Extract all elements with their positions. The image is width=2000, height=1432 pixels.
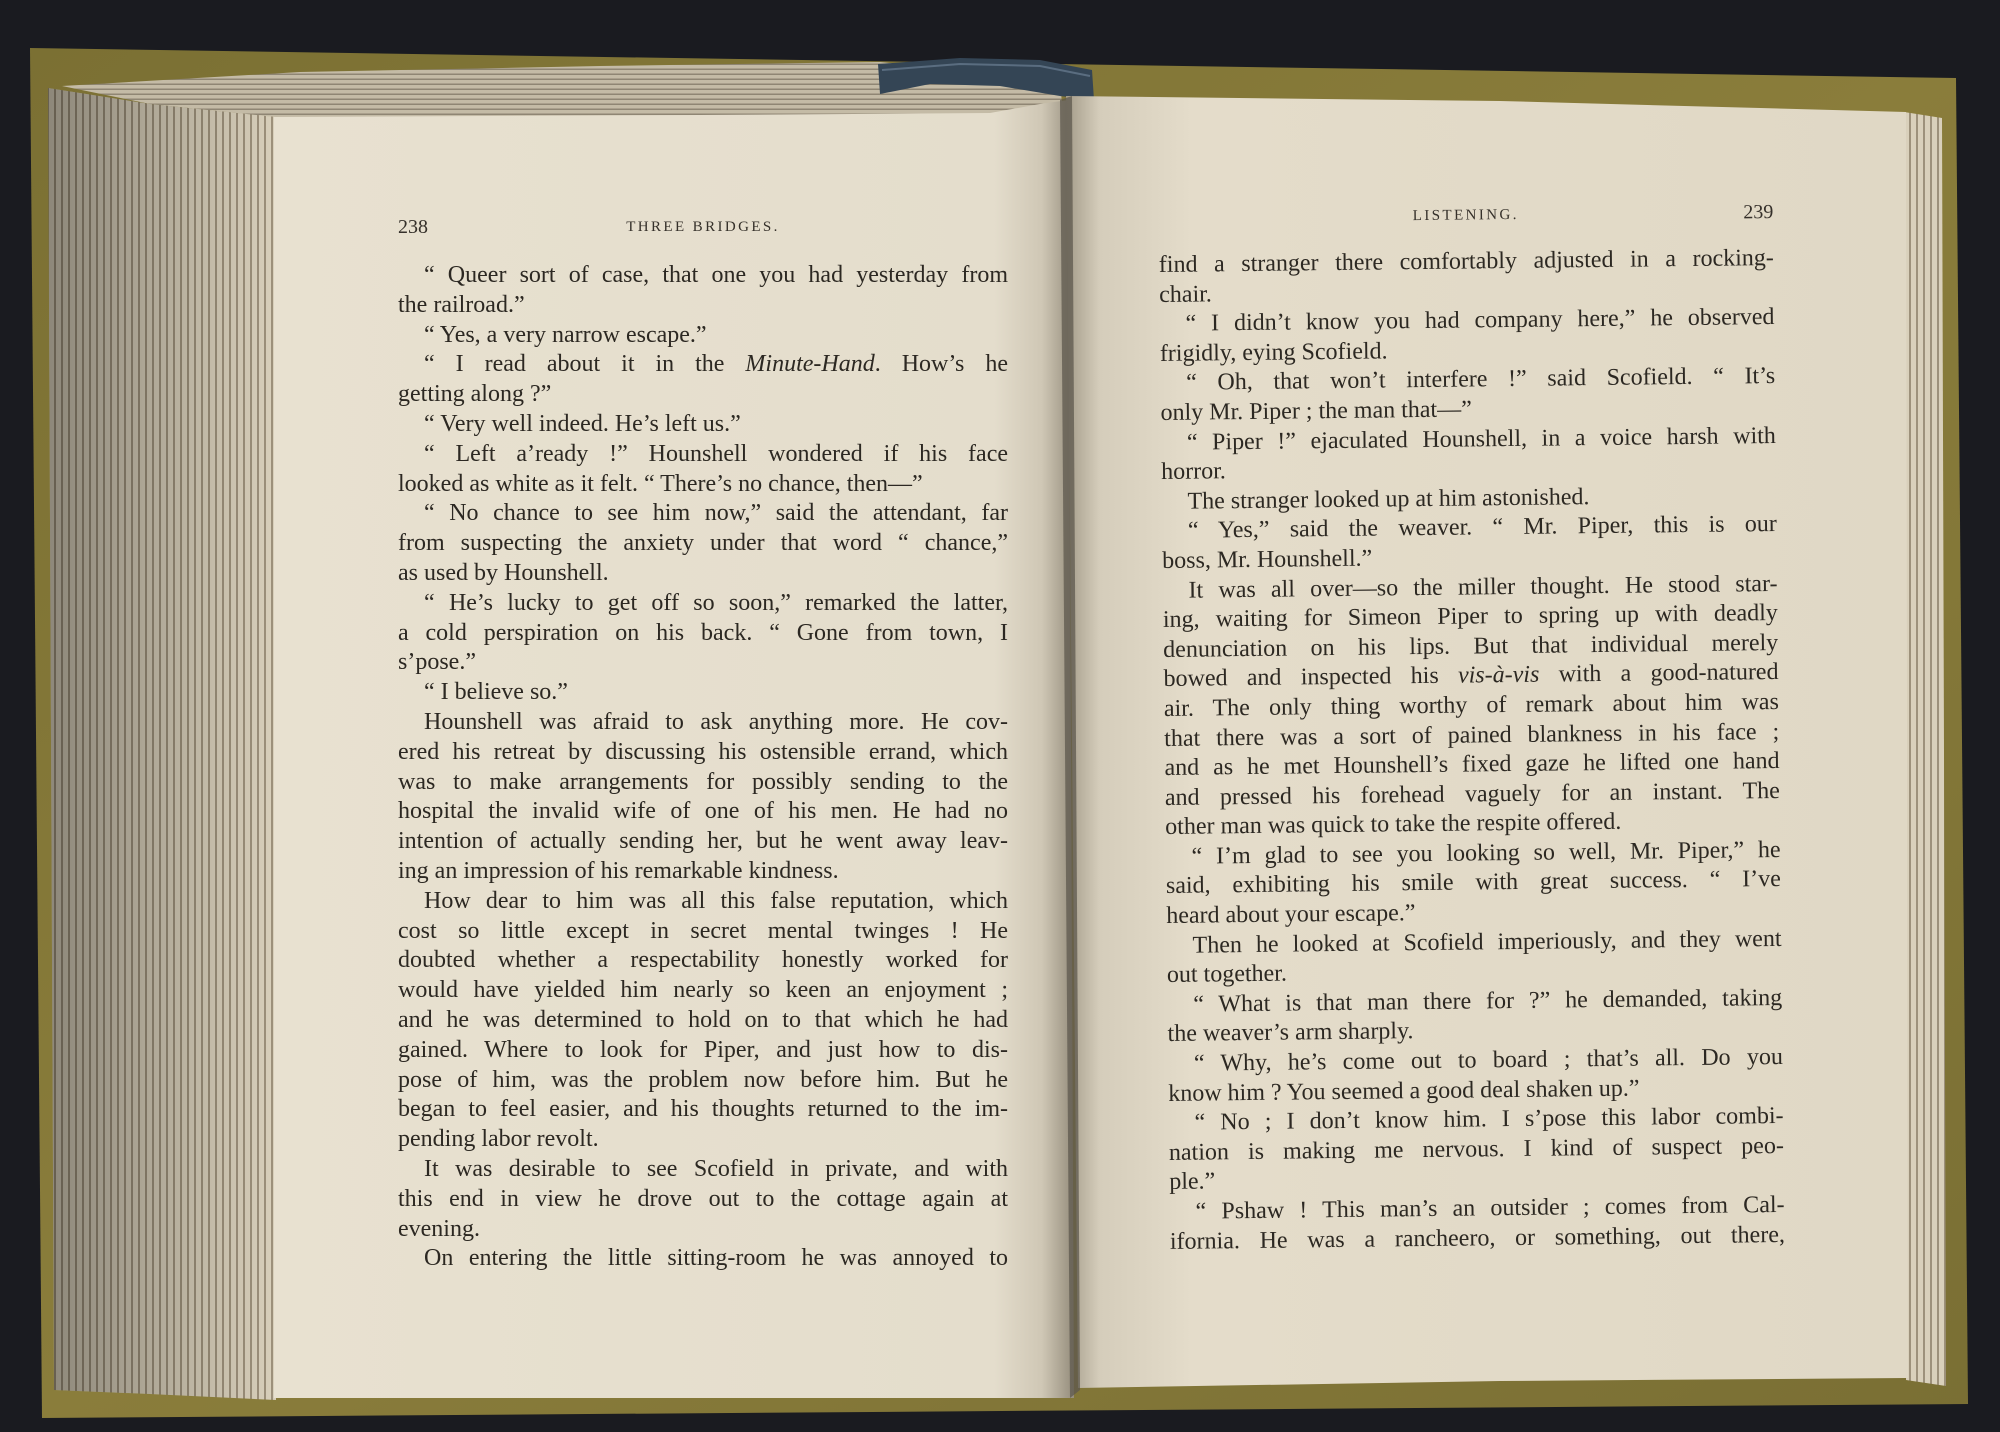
text-line: the weaver’s arm sharply.	[1167, 1018, 1414, 1048]
text-line: “ I believe so.”	[424, 679, 568, 706]
text-line: doubted whether a respectability honestly worked for	[398, 947, 1008, 974]
text-line: out together.	[1166, 960, 1288, 989]
text-line: and he was determined to hold on to that which he had	[398, 1006, 1008, 1033]
text-segment: with a good-natured	[1539, 659, 1779, 689]
text-line: “ Very well indeed. He’s left us.”	[424, 410, 741, 437]
text-line: intention of actually sending her, but he went away leav-	[398, 828, 1008, 855]
text-segment: “ I read about it in the	[424, 351, 746, 378]
text-line: On entering the little sitting-room he was annoyed to	[424, 1245, 1008, 1272]
running-head	[398, 214, 1008, 240]
text-line: “ What is that man there for ?” he demanded, taking	[1193, 984, 1783, 1018]
text-line: The stranger looked up at him astonished.	[1187, 483, 1590, 515]
text-line: boss, Mr. Hounshell.”	[1162, 545, 1373, 574]
text-line: and pressed his forehead vaguely for an instant. The	[1164, 777, 1781, 811]
text-line: “ He’s lucky to get off so soon,” remarked the latter,	[424, 589, 1008, 616]
running-head-title: LISTENING.	[1412, 206, 1519, 225]
text-line: Hounshell was afraid to ask anything more. He cov-	[424, 708, 1008, 735]
page-number: 239	[1743, 201, 1774, 224]
text-line: that there was a sort of pained blankness in his face ;	[1164, 718, 1780, 752]
left-page-text	[398, 200, 1008, 1300]
text-segment: . How’s he	[874, 351, 1008, 378]
text-line: nation is making me nervous. I kind of suspect peo-	[1168, 1132, 1785, 1166]
text-line	[398, 350, 1008, 380]
text-line: getting along ?”	[398, 381, 552, 408]
text-line: the railroad.”	[398, 291, 525, 318]
page-number: 238	[398, 216, 428, 238]
text-line: “ I’m glad to see you looking so well, Mr. Piper,” he	[1191, 836, 1781, 870]
text-line: as used by Hounshell.	[398, 559, 609, 586]
text-line: chair.	[1159, 280, 1212, 308]
text-line: pending labor revolt.	[398, 1126, 599, 1153]
text-line: other man was quick to take the respite offered.	[1165, 809, 1622, 841]
text-line: It was desirable to see Scofield in private, and with	[424, 1155, 1008, 1182]
italic-text: vis-à-vis	[1457, 662, 1540, 689]
text-line: “ Yes,” said the weaver. “ Mr. Piper, this is our	[1187, 511, 1777, 545]
text-line: “ Yes, a very narrow escape.”	[424, 321, 707, 348]
text-line: “ Left a’ready !” Hounshell wondered if his face	[424, 440, 1008, 467]
text-line: “ No ; I don’t know him. I s’pose this labor combi-	[1194, 1103, 1784, 1136]
text-line: Then he looked at Scofield imperiously, and they went	[1192, 925, 1782, 959]
italic-text: Minute-Hand	[745, 351, 875, 378]
text-line: cost so little except in secret mental twinges ! He	[398, 917, 1008, 944]
text-line: horror.	[1161, 458, 1227, 486]
text-line: hospital the invalid wife of one of his men. He had no	[398, 798, 1008, 825]
text-line: How dear to him was all this false reputation, which	[424, 887, 1008, 914]
text-line: ing, waiting for Simeon Piper to spring up with deadly	[1162, 600, 1778, 634]
text-line: know him ? You seemed a good deal shaken up.”	[1168, 1075, 1640, 1107]
text-line: and as he met Hounshell’s fixed gaze he lifted one hand	[1164, 748, 1780, 782]
text-line: “ Queer sort of case, that one you had yesterday from	[424, 262, 1008, 288]
body-text	[398, 261, 1008, 1274]
text-line: heard about your escape.”	[1166, 900, 1416, 930]
text-line: was to make arrangements for possibly sending to the	[398, 768, 1008, 795]
text-line: from suspecting the anxiety under that word “ chance,”	[398, 530, 1008, 557]
text-line: “ Piper !” ejaculated Hounshell, in a voice harsh with	[1186, 422, 1776, 456]
text-line: find a stranger there comfortably adjusted in a rocking-	[1158, 245, 1774, 278]
left-page-edges-shade	[48, 88, 276, 1400]
text-line: ple.”	[1169, 1168, 1216, 1196]
text-line: only Mr. Piper ; the man that—”	[1160, 396, 1472, 426]
right-page-text	[1158, 183, 1785, 1290]
text-line: air. The only thing worthy of remark about him was	[1163, 688, 1779, 722]
text-line: a cold perspiration on his back. “ Gone from town, I	[398, 619, 1008, 646]
text-line: ing an impression of his remarkable kindness.	[398, 857, 839, 884]
text-line: It was all over—so the miller thought. He stood star-	[1188, 570, 1778, 604]
text-line: “ Why, he’s come out to board ; that’s all. Do you	[1193, 1043, 1784, 1077]
running-head	[1158, 199, 1773, 232]
text-line: “ Pshaw ! This man’s an outsider ; comes from Cal-	[1195, 1191, 1785, 1225]
text-line: said, exhibiting his smile with great success. “ I’ve	[1165, 866, 1782, 900]
text-line: “ Oh, that won’t interfere !” said Scofield. “ It’s	[1186, 363, 1776, 397]
running-head-title: THREE BRIDGES.	[626, 219, 780, 235]
text-line: pose of him, was the problem now before him. But he	[398, 1066, 1008, 1093]
text-line: began to feel easier, and his thoughts returned to the im-	[398, 1096, 1008, 1123]
text-line: gained. Where to look for Piper, and just how to dis-	[398, 1036, 1008, 1063]
text-line: s’pose.”	[398, 649, 476, 676]
text-segment: bowed and inspected his	[1163, 662, 1459, 693]
text-line: this end in view he drove out to the cottage again at	[398, 1185, 1008, 1212]
text-line: “ No chance to see him now,” said the attendant, far	[424, 500, 1008, 527]
text-line: evening.	[398, 1215, 480, 1242]
text-line: would have yielded him nearly so keen an enjoyment ;	[398, 977, 1008, 1004]
text-line: ered his retreat by discussing his ostensible errand, which	[398, 738, 1008, 765]
text-line: looked as white as it felt. “ There’s no chance, then—”	[398, 470, 923, 497]
right-page-edges	[1904, 112, 1946, 1386]
text-line: frigidly, eying Scofield.	[1159, 338, 1388, 367]
body-text	[1159, 244, 1785, 1257]
text-line: “ I didn’t know you had company here,” he observed	[1185, 304, 1775, 337]
text-line: ifornia. He was a rancheero, or something, out there,	[1169, 1221, 1786, 1255]
text-line: denunciation on his lips. But that individual merely	[1163, 629, 1779, 663]
